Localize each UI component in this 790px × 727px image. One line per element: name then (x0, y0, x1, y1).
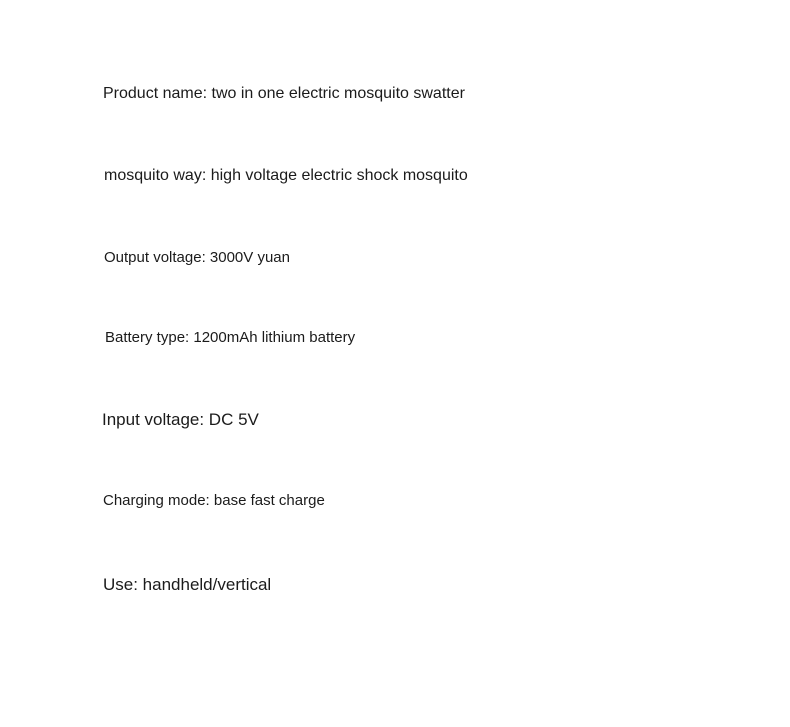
input-voltage-text: Input voltage: DC 5V (102, 410, 259, 429)
mosquito-way-text: mosquito way: high voltage electric shock mosquito (104, 167, 468, 184)
product-name-text: Product name: two in one electric mosquito swatter (103, 85, 465, 102)
charging-mode-text: Charging mode: base fast charge (103, 492, 325, 509)
output-voltage-text: Output voltage: 3000V yuan (104, 249, 290, 266)
use-text: Use: handheld/vertical (103, 575, 272, 594)
battery-type-text: Battery type: 1200mAh lithium battery (105, 329, 356, 346)
